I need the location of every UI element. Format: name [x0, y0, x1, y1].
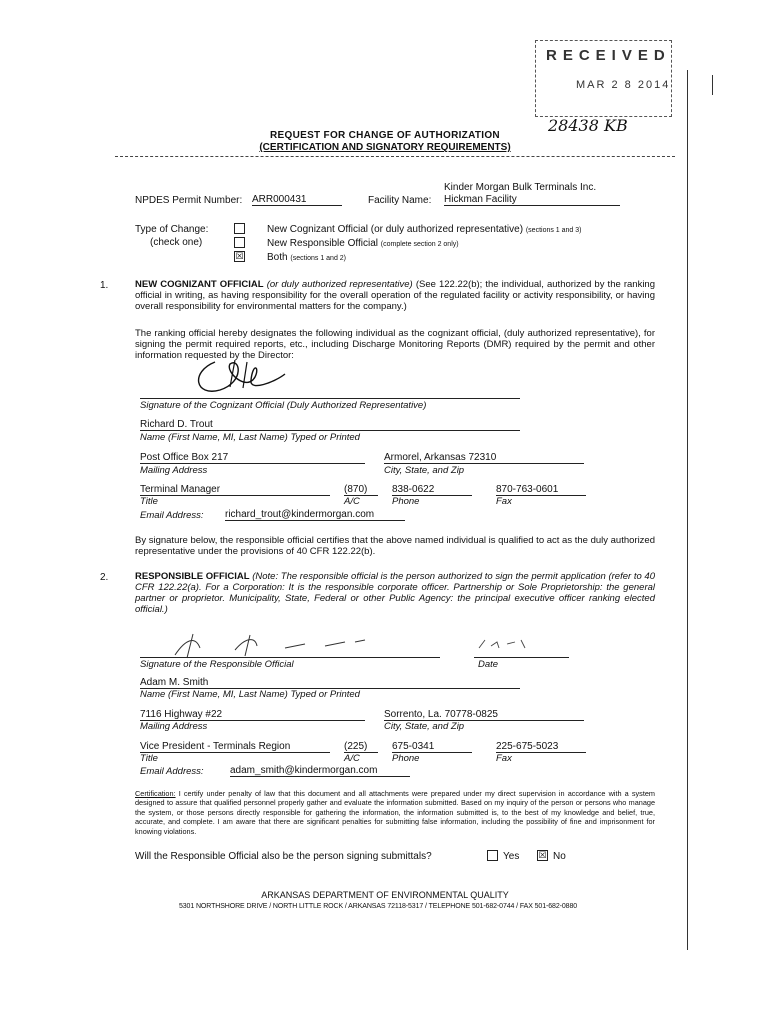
option-new-responsible-label	[267, 238, 459, 249]
cognizant-signature-label: Signature of the Cognizant Official (Duly Authorized Representative)	[140, 400, 427, 411]
responsible-email-label: Email Address:	[140, 766, 204, 777]
responsible-email-value: adam_smith@kindermorgan.com	[230, 765, 410, 777]
option-note: (sections 1 and 2)	[290, 255, 347, 262]
responsible-address-value: 7116 Highway #22	[140, 709, 365, 721]
section-2-intro	[135, 571, 655, 615]
title-divider	[115, 156, 675, 157]
cognizant-email-label: Email Address:	[140, 510, 204, 521]
section-1-heading: NEW COGNIZANT OFFICIAL	[135, 279, 264, 290]
checkbox-yes[interactable]	[487, 850, 498, 861]
option-label: New Cognizant Official (or duly authorized representative)	[267, 224, 524, 235]
section-2-description: (Note: The responsible official is the person authorized to sign the permit application (refer to 40 CFR 122.22(a). For a Corporation: It is the responsible corporate officer. Partnership or Sole Proprietorship: the general partner or proprietor. Municipality, State, Federal or other Public Agency: the principal executive officer ranking elected official.)	[135, 571, 655, 615]
responsible-ac-value: (225)	[344, 741, 378, 753]
handwritten-log-number: 28438 KB	[548, 116, 628, 135]
option-label: New Responsible Official	[267, 238, 378, 249]
certification-text: I certify under penalty of law that this document and all attachments were prepared under my direct supervision in accordance with a system designed to assure that qualified personnel properly gather and evaluate the information submitted. Based on my inquiry of the person or persons who manage the system, or those persons directly responsible for gathering the information, the information submitted is, to the best of my knowledge and belief, true, accurate, and complete. I am aware that there are significant penalties for submitting false information, including the possibility of fine and imprisonment for knowing violations.	[135, 789, 655, 836]
responsible-city-value: Sorrento, La. 70778-0825	[384, 709, 584, 721]
section-1-number: 1.	[100, 280, 109, 291]
option-label: Both	[267, 252, 288, 263]
section-1-designation-text: The ranking official hereby designates the following individual as the cognizant official, (duly authorized representative), for signing the permit required reports, etc., including Discharge Monitoring Reports (DMR) required by the permit and other information requested by the Director:	[135, 328, 655, 361]
responsible-phone-value: 675-0341	[392, 741, 472, 753]
form-subtitle: (CERTIFICATION AND SIGNATORY REQUIREMENTS)	[259, 142, 511, 153]
responsible-date-handwritten	[475, 634, 535, 654]
cognizant-phone-value: 838-0622	[392, 484, 472, 496]
scan-edge-line	[687, 70, 688, 950]
check-one-label: (check one)	[150, 237, 203, 248]
facility-company: Kinder Morgan Bulk Terminals Inc.	[444, 182, 597, 193]
responsible-signature-line	[140, 657, 440, 658]
cognizant-ac-label: A/C	[344, 496, 360, 507]
section-1-intro	[135, 279, 655, 312]
footer-agency: ARKANSAS DEPARTMENT OF ENVIRONMENTAL QUALITY	[261, 890, 509, 900]
section-1-description: (See 122.22(b); the individual, authorized by the ranking official in writing, as having responsibility for the overall operation of the regulated facility or activity responsibility, or having overall responsibility for environmental matters for the company.)	[135, 279, 656, 312]
responsible-phone-label: Phone	[392, 753, 420, 764]
responsible-name-value: Adam M. Smith	[140, 677, 520, 689]
footer-address: 5301 NORTHSHORE DRIVE / NORTH LITTLE ROCK / ARKANSAS 72118-5317 / TELEPHONE 501-682-0744 / FAX 501-682-0880	[178, 903, 578, 910]
cognizant-email-value: richard_trout@kindermorgan.com	[225, 509, 405, 521]
responsible-ac-label: A/C	[344, 753, 360, 764]
checkbox-new-cognizant[interactable]	[234, 223, 245, 234]
form-title: REQUEST FOR CHANGE OF AUTHORIZATION	[270, 130, 500, 141]
facility-name-label: Facility Name:	[368, 195, 432, 206]
option-note: (complete section 2 only)	[380, 241, 459, 248]
responsible-city-label: City, State, and Zip	[384, 721, 465, 732]
type-of-change-label: Type of Change:	[135, 224, 209, 235]
section-1-certifies-text: By signature below, the responsible official certifies that the above named individual is qualified to act as the duly authorized representative under the provisions of 40 CFR 122.22(b).	[135, 535, 655, 557]
checkbox-new-responsible[interactable]	[234, 237, 245, 248]
cognizant-address-label: Mailing Address	[140, 465, 208, 476]
facility-name-value: Hickman Facility	[444, 194, 620, 206]
checkbox-no[interactable]: ☒	[538, 850, 547, 860]
scan-edge-tick	[712, 75, 713, 95]
cognizant-phone-label: Phone	[392, 496, 420, 507]
signing-submittals-question: Will the Responsible Official also be the person signing submittals?	[135, 851, 432, 862]
responsible-signature-label: Signature of the Responsible Official	[140, 659, 294, 670]
cognizant-name-value: Richard D. Trout	[140, 419, 520, 431]
cognizant-ac-value: (870)	[344, 484, 378, 496]
option-new-cognizant-label	[267, 224, 582, 235]
responsible-name-label: Name (First Name, MI, Last Name) Typed or Printed	[140, 689, 360, 700]
responsible-title-value: Vice President - Terminals Region	[140, 741, 330, 753]
cognizant-name-label: Name (First Name, MI, Last Name) Typed or Printed	[140, 432, 360, 443]
responsible-signature	[165, 630, 415, 660]
checkbox-both[interactable]: ☒	[235, 251, 244, 261]
permit-number-label: NPDES Permit Number:	[135, 195, 243, 206]
yes-label: Yes	[503, 851, 520, 862]
received-stamp	[535, 40, 672, 117]
stamp-date: MAR 2 8 2014	[576, 79, 671, 91]
cognizant-city-value: Armorel, Arkansas 72310	[384, 452, 584, 464]
option-both-label	[267, 252, 346, 263]
cognizant-signature	[185, 352, 295, 400]
certification-statement	[135, 789, 655, 836]
section-2-number: 2.	[100, 572, 109, 583]
responsible-address-label: Mailing Address	[140, 721, 208, 732]
cognizant-city-label: City, State, and Zip	[384, 465, 465, 476]
section-2-heading: RESPONSIBLE OFFICIAL	[135, 571, 250, 582]
no-label: No	[553, 851, 566, 862]
section-1-subheading: (or duly authorized representative)	[266, 279, 413, 290]
cognizant-title-value: Terminal Manager	[140, 484, 330, 496]
stamp-received-text: RECEIVED	[546, 47, 671, 64]
responsible-fax-label: Fax	[496, 753, 512, 764]
responsible-date-line	[474, 657, 569, 658]
cognizant-title-label: Title	[140, 496, 158, 507]
cognizant-signature-line	[140, 398, 520, 399]
cognizant-address-value: Post Office Box 217	[140, 452, 365, 464]
responsible-title-label: Title	[140, 753, 158, 764]
responsible-date-label: Date	[478, 659, 499, 670]
cognizant-fax-label: Fax	[496, 496, 512, 507]
option-note: (sections 1 and 3)	[525, 227, 582, 234]
permit-number-value: ARR000431	[252, 194, 342, 206]
cognizant-fax-value: 870-763-0601	[496, 484, 586, 496]
responsible-fax-value: 225-675-5023	[496, 741, 586, 753]
certification-lead: Certification:	[135, 789, 176, 798]
